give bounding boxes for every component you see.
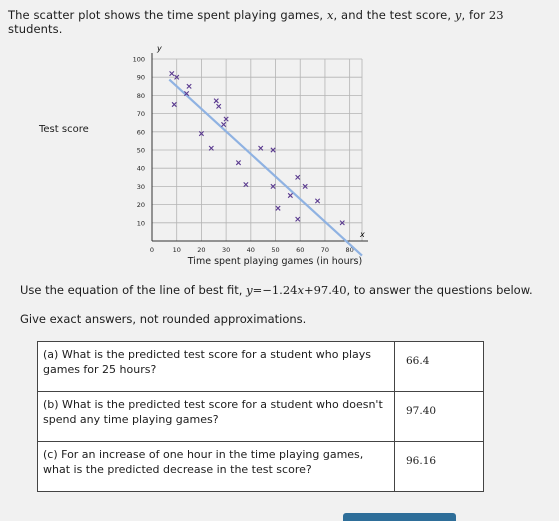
- bottom-button-partial[interactable]: [343, 513, 456, 521]
- answer-b-field[interactable]: 97.40: [395, 392, 484, 442]
- y-tick-label: 100: [132, 55, 145, 64]
- x-tick-label: 80: [345, 246, 354, 254]
- data-point: [172, 102, 176, 106]
- var-y: y: [454, 8, 462, 22]
- x-tick-label: 0: [149, 246, 155, 254]
- data-point: [296, 217, 300, 221]
- y-tick-label: 90: [136, 73, 145, 82]
- best-fit-line: [169, 80, 362, 256]
- y-tick-label: 40: [136, 164, 145, 173]
- y-tick-label: 80: [136, 91, 145, 100]
- tick-labels: [133, 56, 354, 255]
- y-tick-label: 60: [136, 128, 145, 137]
- question-row-a: [38, 342, 484, 392]
- data-point: [276, 206, 280, 210]
- question-a-text: (a) What is the predicted test score for a student who plays games for 25 hours?: [38, 342, 395, 392]
- problem-intro: The scatter plot shows the time spent playing games, x, and the test score, y, for 23 students.: [8, 8, 504, 36]
- y-tick-label: 10: [136, 219, 145, 228]
- x-tick-label: 20: [197, 246, 206, 254]
- x-tick-label: 50: [271, 246, 280, 254]
- y-tick-label: 50: [136, 146, 145, 155]
- data-point: [288, 193, 292, 197]
- x-tick-label: 10: [172, 246, 181, 254]
- instructions-equation: Use the equation of the line of best fit, y=−1.24x+97.40, to answer the questions below.: [20, 283, 533, 297]
- x-axis-label: Time spent playing games (in hours): [187, 256, 363, 267]
- data-point: [236, 161, 240, 165]
- y-tick-label: 20: [136, 201, 145, 210]
- data-point: [296, 175, 300, 179]
- data-point: [214, 99, 218, 103]
- x-axis-variable: x: [360, 230, 365, 239]
- y-axis-variable: y: [157, 44, 162, 53]
- data-point: [221, 122, 225, 126]
- instructions-exact: Give exact answers, not rounded approximations.: [20, 312, 307, 326]
- x-tick-label: 60: [296, 246, 305, 254]
- data-point: [217, 104, 221, 108]
- question-b-text: (b) What is the predicted test score for a student who doesn't spend any time playing games?: [38, 392, 395, 442]
- y-axis-label: Test score: [39, 124, 89, 135]
- question-row-c: [38, 442, 484, 492]
- answer-a-field[interactable]: 66.4: [395, 342, 484, 392]
- data-point: [315, 199, 319, 203]
- answer-c-field[interactable]: 96.16: [395, 442, 484, 492]
- var-x: x: [326, 8, 334, 22]
- data-point: [170, 71, 174, 75]
- x-tick-label: 30: [221, 246, 231, 254]
- line-of-best-fit: [169, 80, 362, 256]
- x-tick-label: 70: [320, 246, 330, 254]
- question-row-b: [38, 392, 484, 442]
- question-table: [37, 341, 484, 492]
- question-c-text: (c) For an increase of one hour in the time playing games, what is the predicted decrease in the test score?: [38, 442, 395, 492]
- y-tick-label: 70: [136, 110, 145, 119]
- x-tick-label: 40: [246, 246, 255, 254]
- data-points: [170, 71, 345, 225]
- student-count: 23: [488, 8, 504, 22]
- data-point: [187, 84, 191, 88]
- y-tick-label: 30: [136, 182, 145, 191]
- scatter-plot: [0, 25, 559, 257]
